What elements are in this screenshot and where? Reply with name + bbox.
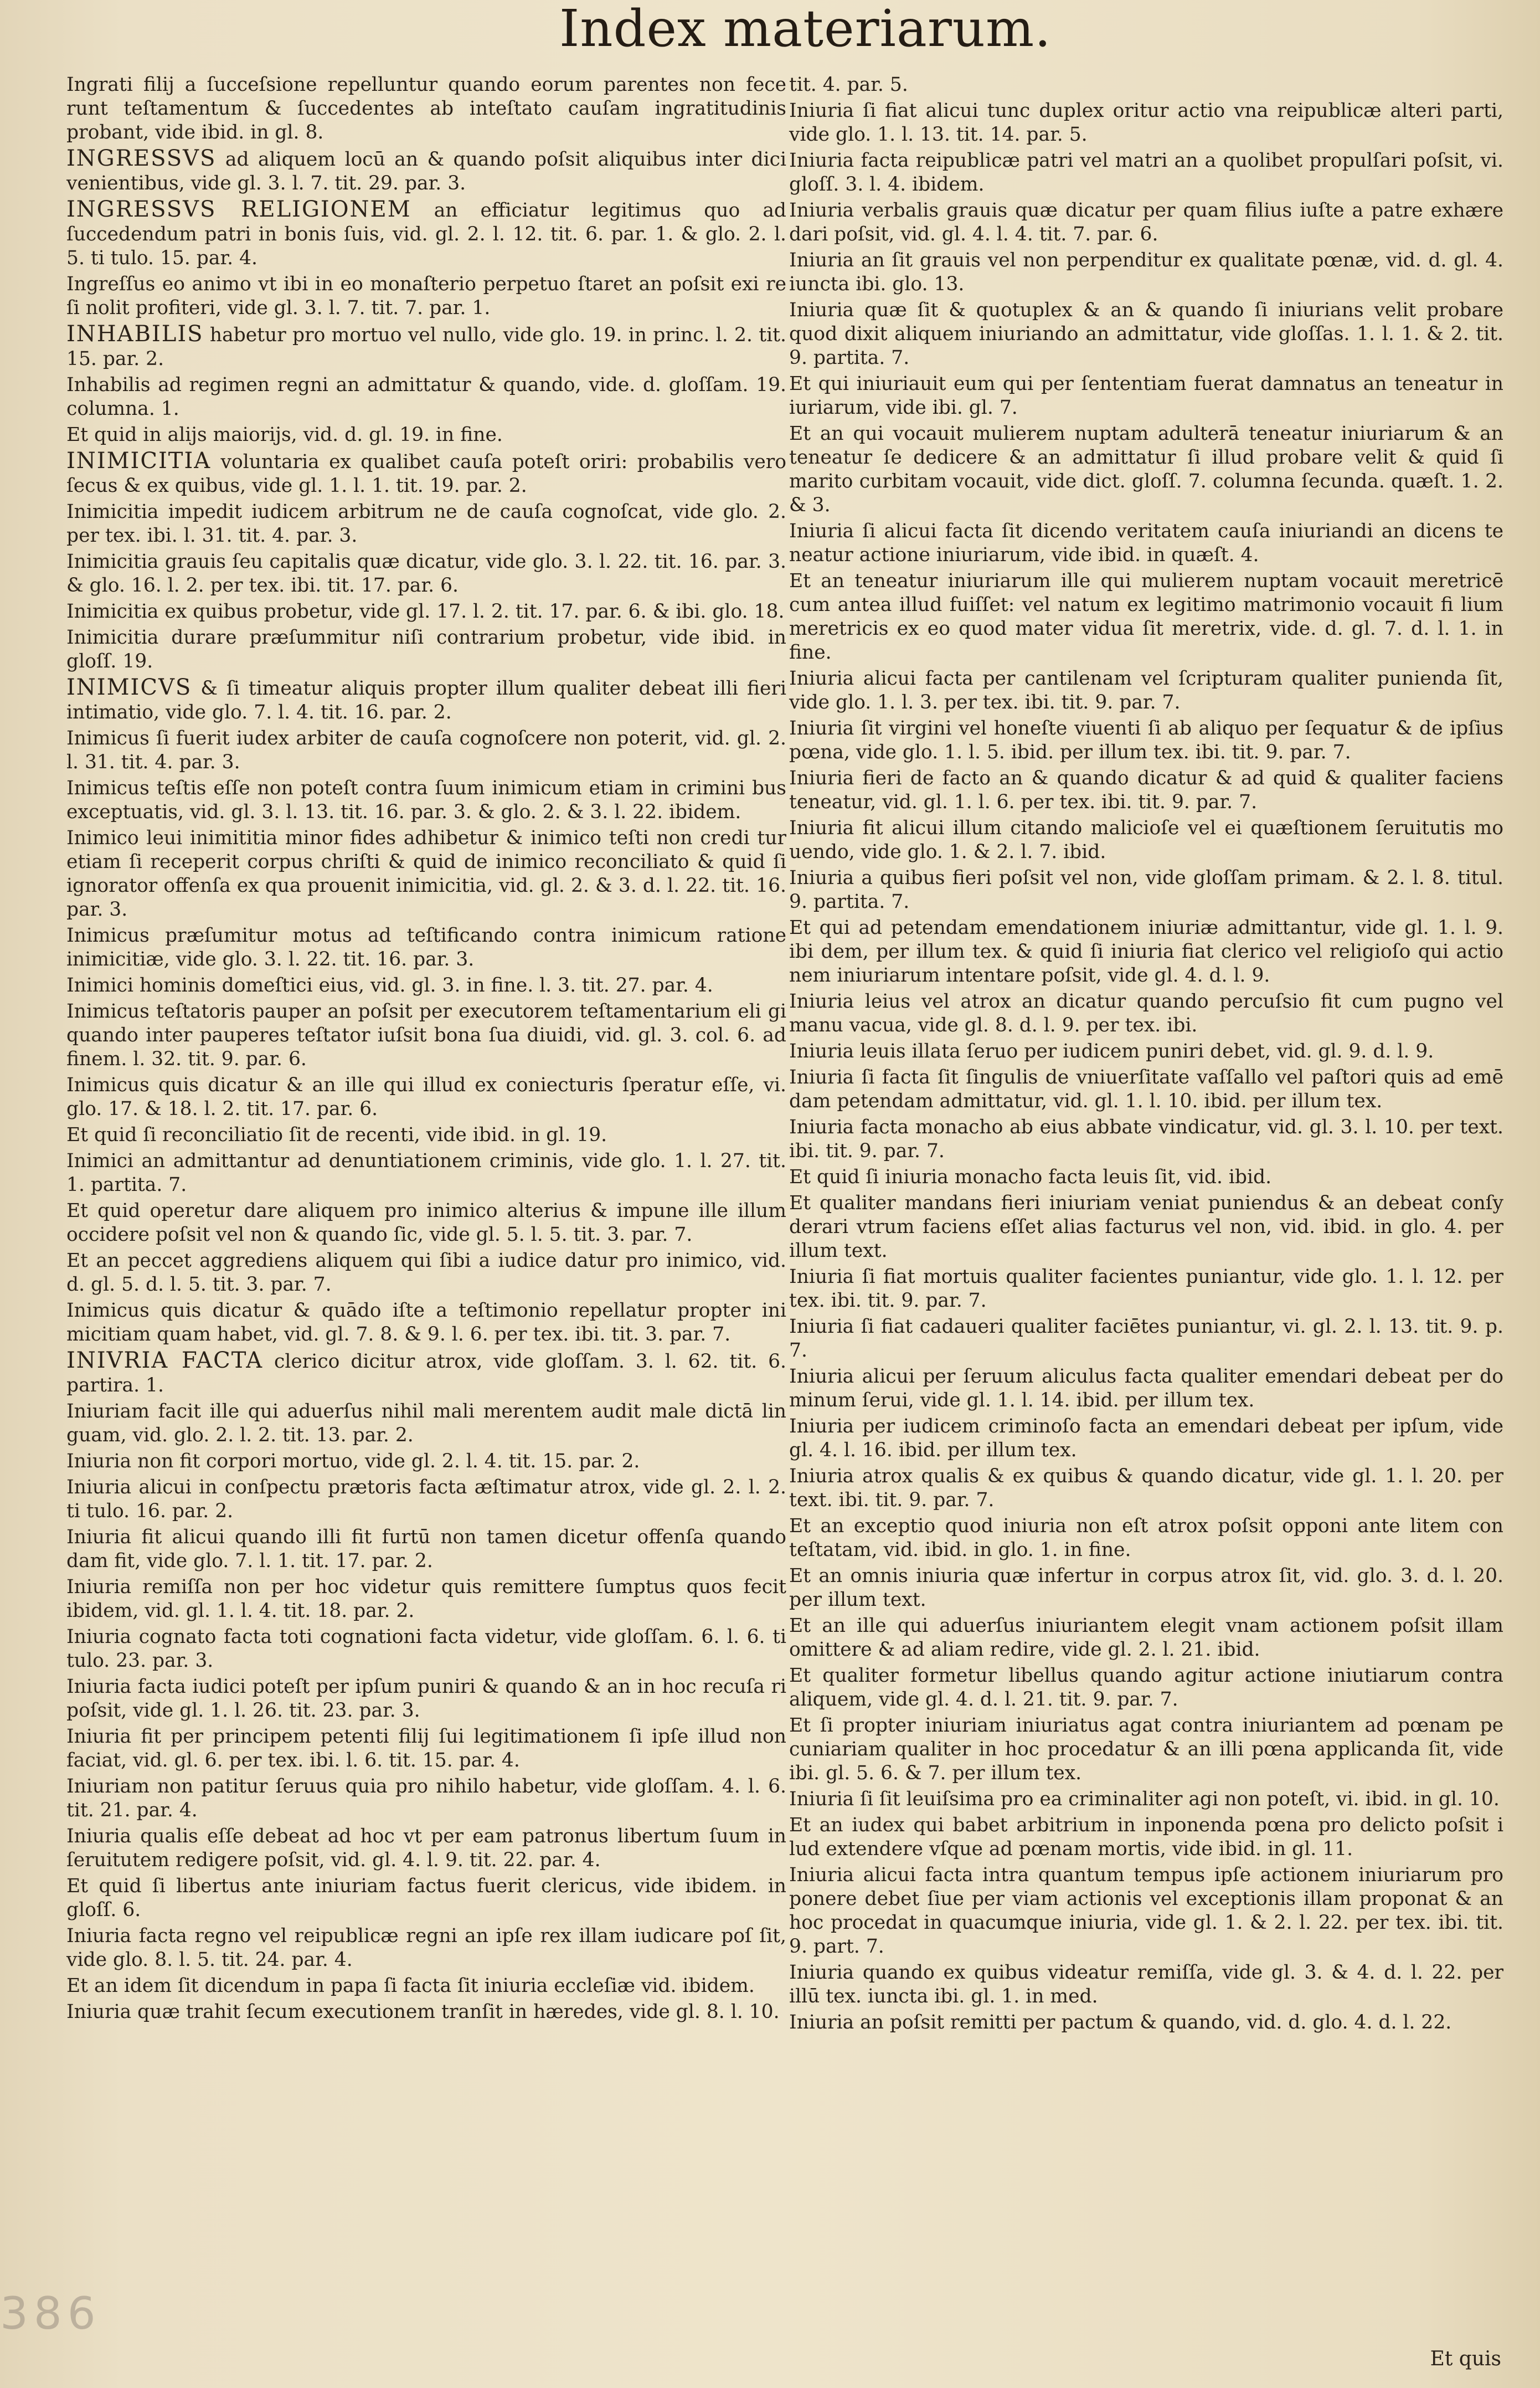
index-entry [789,1165,1503,1189]
entry-text: Iniuria alicui facta intra quantum tempus ipſe actionem iniuriarum pro ponere debet ſiue per viam actionis vel exceptionis illam proponat & an hoc procedat in quacumque iniuria, vide gl. 1. & 2. l. 22. per tex. ibi. tit. 9. part. 7. [789,1864,1503,1958]
index-entry [789,1564,1503,1612]
index-entry [789,1415,1503,1462]
entry-text: Iniuriam facit ille qui aduerſus nihil mali merentem audit male dictā lin guam, vid. glo. 2. l. 2. tit. 13. par. 2. [66,1400,786,1446]
entry-text: Iniuria fit alicui illum citando malicioſe vel ei quæſtionem ſeruitutis mo uendo, vide glo. 1. & 2. l. 7. ibid. [789,817,1503,863]
entry-text: Iniuria leius vel atrox an dicatur quando percuſsio fit cum pugno vel manu vacua, vide gl. 8. d. l. 9. per tex. ibi. [789,990,1503,1036]
entry-headword: INHABILIS [66,321,204,347]
index-entry [66,2000,786,2024]
index-entry [66,924,786,972]
index-entry [66,423,786,447]
entry-text: Inimicitia durare præſummitur niſi contrarium probetur, vide ibid. in gloſſ. 19. [66,626,786,672]
index-entry [789,1664,1503,1712]
index-entry [66,777,786,824]
index-entry [789,2011,1503,2035]
entry-text: Et quid ſi reconciliatio ſit de recenti, vide ibid. in gl. 19. [66,1124,607,1146]
index-entry [66,1875,786,1922]
index-entry [789,73,1503,97]
index-entry [789,1116,1503,1163]
left-column [66,73,786,2026]
entry-text: Iniuria fit per principem petenti filij ſui legitimationem ſi ipſe illud non faciat, vid. gl. 6. per tex. ibi. l. 6. tit. 15. par. 4. [66,1725,786,1771]
index-entry [66,1675,786,1723]
index-entry [66,1074,786,1121]
index-entry [789,1714,1503,1785]
entry-text: Et an ille qui aduerſus iniuriantem elegit vnam actionem poſsit illam omittere & ad aliam redire, vide gl. 2. l. 21. ibid. [789,1615,1503,1661]
entry-text: Inimicus quis dicatur & an ille qui illud ex coniecturis ſperatur eſſe, vi. glo. 17. & 18. l. 2. tit. 17. par. 6. [66,1074,786,1120]
entry-text: tit. 4. par. 5. [789,74,908,96]
index-entry [66,974,786,998]
index-entry [66,1476,786,1523]
entry-text: Iniuria ſi fiat mortuis qualiter facientes puniantur, vide glo. 1. l. 12. per tex. ibi. tit. 9. par. 7. [789,1266,1503,1312]
entry-text: Et qualiter formetur libellus quando agitur actione iniutiarum contra aliquem, vide gl. 4. d. l. 21. tit. 9. par. 7. [789,1665,1503,1711]
entry-text: Iniuria ſi fiat alicui tunc duplex oritur actio vna reipublicæ alteri parti, vide glo. 1. l. 13. tit. 14. par. 5. [789,100,1503,146]
index-entry [66,1825,786,1872]
entry-text: Iniuria ſi ſit leuiſsima pro ea criminaliter agi non poteſt, vi. ibid. in gl. 10. [789,1788,1500,1810]
entry-text: Iniuria facta monacho ab eius abbate vindicatur, vid. gl. 3. l. 10. per text. ibi. tit. 9. par. 7. [789,1116,1503,1162]
index-entry [66,1575,786,1623]
index-entry [789,199,1503,246]
entry-text: Et an qui vocauit mulierem nuptam adulterā teneatur iniuriarum & an teneatur ſe dedicere & an admittatur ſi illud probare velit & quid ſi marito curbitam vocauit, vide dict. gloſſ. 7. columna ſecunda. quæſt. 1. 2. & 3. [789,423,1503,516]
entry-text: Iniuria an poſsit remitti per pactum & quando, vid. d. glo. 4. d. l. 22. [789,2011,1452,2033]
index-entry [789,1365,1503,1413]
index-entry [66,147,786,196]
entry-text: Et an iudex qui babet arbitrium in inponenda pœna pro delicto poſsit i lud extendere vſque ad pœnam mortis, vide ibid. in gl. 11. [789,1814,1503,1860]
index-entry [789,1614,1503,1662]
entry-text: Iniuria leuis illata ſeruo per iudicem puniri debet, vid. gl. 9. d. l. 9. [789,1040,1434,1062]
page-title: Index materiarum. [559,0,1052,58]
entry-text: Inimicitia ex quibus probetur, vide gl. 17. l. 2. tit. 17. par. 6. & ibi. glo. 18. [66,600,785,623]
entry-text: Iniuria non fit corpori mortuo, vide gl. 2. l. 4. tit. 15. par. 2. [66,1450,640,1472]
entry-text: clerico dicitur atrox, vide gloſſam. 3. l. 62. tit. 6. partira. 1. [66,1350,786,1396]
index-entry [789,299,1503,370]
entry-text: Iniuria alicui in conſpectu prætoris facta æſtimatur atrox, vide gl. 2. l. 2. ti tulo. 16. par. 2. [66,1476,786,1522]
entry-headword: INIMICVS [66,675,192,700]
entry-text: Iniuria alicui per ſeruum aliculus facta qualiter emendari debeat per do minum ſerui, vide gl. 1. l. 14. ibid. per illum tex. [789,1365,1503,1411]
entry-text: Et quid ſi libertus ante iniuriam factus fuerit clericus, vide ibidem. in gloſſ. 6. [66,1875,786,1921]
entry-text: Iniuria ſi alicui facta ſit dicendo veritatem cauſa iniuriandi an dicens te neatur actione iniuriarum, vide ibid. in quæſt. 4. [789,520,1503,566]
entry-text: Ingrati filij a ſucceſsione repelluntur quando eorum parentes non fece runt teſtamentum & ſuccedentes ab inteſtato cauſam ingratitudinis probant, vide ibid. in gl. 8. [66,74,786,143]
index-entry [789,667,1503,715]
entry-text: Et an omnis iniuria quæ infertur in corpus atrox ſit, vid. glo. 3. d. l. 20. per illum text. [789,1565,1503,1611]
handwritten-page-number: 386 [0,2288,101,2339]
entry-text: Inimicitia impedit iudicem arbitrum ne de cauſa cognoſcat, vide glo. 2. per tex. ibi. l. 31. tit. 4. par. 3. [66,501,786,547]
entry-text: Inimicus præſumitur motus ad teſtificando contra inimicum ratione inimicitiæ, vide glo. 3. l. 22. tit. 16. par. 3. [66,925,786,970]
index-entry [789,1040,1503,1064]
index-entry [66,1400,786,1447]
index-entry [66,1775,786,1822]
index-entry [66,500,786,548]
entry-text: Iniuria fieri de facto an & quando dicatur & ad quid & qualiter faciens teneatur, vid. gl. 1. l. 6. per tex. ibi. tit. 9. par. 7. [789,767,1503,813]
entry-headword: INGRESSVS [66,146,217,171]
entry-text: Inimicitia grauis ſeu capitalis quæ dicatur, vide glo. 3. l. 22. tit. 16. par. 3. & glo. 16. l. 2. per tex. ibi. tit. 17. par. 6. [66,551,786,597]
entry-text: Ingreſſus eo animo vt ibi in eo monaſterio perpetuo ſtaret an poſsit exi re ſi nolit profiteri, vide gl. 3. l. 7. tit. 7. par. 1. [66,273,786,319]
entry-text: Inimici hominis domeſtici eius, vid. gl. 3. in fine. l. 3. tit. 27. par. 4. [66,974,713,997]
index-entry [66,600,786,624]
index-entry [789,1961,1503,2009]
index-entry [66,1199,786,1247]
entry-text: Iniuria an ſit grauis vel non perpenditur ex qualitate pœnæ, vid. d. gl. 4. iuncta ibi. glo. 13. [789,249,1503,295]
index-entry [66,1149,786,1197]
entry-text: Inimicus teſtatoris pauper an poſsit per executorem teſtamentarium eli gi quando inter pauperes teſtator iuſsit bona ſua diuidi, vid. gl. 3. col. 6. ad finem. l. 32. tit. 9. par. 6. [66,1000,786,1070]
index-entry [789,1514,1503,1562]
entry-text: Inimici an admittantur ad denuntiationem criminis, vide glo. 1. l. 27. tit. 1. partita. 7. [66,1150,786,1196]
index-entry [66,676,786,725]
entry-text: Inimico leui inimititia minor fides adhibetur & inimico teſti non credi tur etiam ſi receperit corpus chriſti & quid de inimico reconciliato & quid ſi ignorator offenſa ex qua prouenit inimicitia, vid. gl. 2. & 3. d. l. 22. tit. 16. par. 3. [66,827,786,921]
entry-text: ad aliquem locū an & quando poſsit aliquibus inter dici venientibus, vide gl. 3. l. 7. tit. 29. par. 3. [66,148,786,194]
entry-text: Iniuria quæ trahit ſecum executionem tranſit in hæredes, vide gl. 8. l. 10. [66,2001,780,2023]
index-entry [789,249,1503,296]
index-entry [789,1315,1503,1363]
entry-text: Et qualiter mandans fieri iniuriam veniat puniendus & an debeat conſy derari vtrum faciens eſſet alias facturus vel non, vid. ibid. in glo. 4. per illum text. [789,1192,1503,1262]
entry-text: Et ſi propter iniuriam iniuriatus agat contra iniuriantem ad pœnam pe cuniariam qualiter in hoc procedatur & an illi pœna applicanda ſit, vide ibi. gl. 5. 6. & 7. per illum tex. [789,1714,1503,1784]
index-entry [66,1924,786,1972]
index-entry [66,322,786,371]
index-entry [789,816,1503,864]
index-entry [66,550,786,598]
catchword: Et quis [1430,2348,1501,2370]
index-entry [66,1349,786,1398]
index-entry [66,198,786,270]
index-entry [66,1299,786,1347]
index-entry [789,422,1503,517]
entry-headword: INGRESSVS RELIGIONEM [66,197,411,222]
entry-text: Iniuria remiſſa non per hoc videtur quis remittere ſumptus quos fecit ibidem, vid. gl. 1. l. 4. tit. 18. par. 2. [66,1576,786,1622]
entry-text: Iniuria cognato facta toti cognationi facta videtur, vide gloſſam. 6. l. 6. ti tulo. 23. par. 3. [66,1626,786,1672]
index-entry [66,1725,786,1773]
entry-text: Et an idem ſit dicendum in papa ſi facta ſit iniuria eccleſiæ vid. ibidem. [66,1975,755,1997]
entry-text: Inimicus teſtis eſſe non poteſt contra ſuum inimicum etiam in crimini bus exceptuatis, vid. gl. 3. l. 13. tit. 16. par. 3. & glo. 2. & 3. l. 22. ibidem. [66,777,786,823]
index-entry [66,826,786,922]
entry-text: Iniuria qualis eſſe debeat ad hoc vt per eam patronus libertum ſuum in ſeruitutem redigere poſsit, vid. gl. 4. l. 9. tit. 22. par. 4. [66,1825,786,1871]
entry-text: Inimicus quis dicatur & quādo iſte a teſtimonio repellatur propter ini micitiam quam habet, vid. gl. 7. 8. & 9. l. 6. per tex. ibi. tit. 3. par. 7. [66,1300,786,1346]
entry-text: & ſi timeatur aliquis propter illum qualiter debeat illi fieri intimatio, vide glo. 7. l. 4. tit. 16. par. 2. [66,677,786,723]
entry-text: Iniuria facta reipublicæ patri vel matri an a quolibet propulſari poſsit, vi. gloſſ. 3. l. 4. ibidem. [789,150,1503,196]
entry-text: Iniuria quando ex quibus videatur remiſſa, vide gl. 3. & 4. d. l. 22. per illū tex. iuncta ibi. gl. 1. in med. [789,1961,1503,2007]
entry-text: Et qui iniuriauit eum qui per ſententiam fuerat damnatus an teneatur in iuriarum, vide ibi. gl. 7. [789,373,1503,419]
index-entry [789,1192,1503,1263]
entry-text: Iniuria a quibus fieri poſsit vel non, vide gloſſam primam. & 2. l. 8. titul. 9. partita. 7. [789,867,1503,913]
index-entry [789,1788,1503,1811]
entry-headword: INIMICITIA [66,448,212,474]
entry-text: habetur pro mortuo vel nullo, vide glo. 19. in princ. l. 2. tit. 15. par. 2. [66,324,786,370]
entry-text: Et an teneatur iniuriarum ille qui mulierem nuptam vocauit meretricē cum antea illud fuiſſet: vel natum ex legitimo matrimonio vocauit fi lium meretricis ex eo quod mater vidua ſit meretrix, vide. d. gl. 7. d. l. 1. in fine. [789,570,1503,664]
entry-text: Iniuria ſit virgini vel honeſte viuenti ſi ab aliquo per ſequatur & de ipſius pœna, vide glo. 1. l. 5. ibid. per illum tex. ibi. tit. 9. par. 7. [789,717,1503,763]
index-entry [66,1450,786,1473]
entry-text: Iniuriam non patitur ſeruus quia pro nihilo habetur, vide gloſſam. 4. l. 6. tit. 21. par. 4. [66,1775,786,1821]
entry-text: Iniuria alicui facta per cantilenam vel ſcripturam qualiter punienda ſit, vide glo. 1. l. 3. per tex. ibi. tit. 9. par. 7. [789,667,1503,713]
entry-text: Et an peccet aggrediens aliquem qui ſibi a iudice datur pro inimico, vid. d. gl. 5. d. l. 5. tit. 3. par. 7. [66,1250,786,1296]
index-entry [66,373,786,421]
entry-text: Iniuria ſi fiat cadaueri qualiter faciētes puniantur, vi. gl. 2. l. 13. tit. 9. p. 7. [789,1316,1503,1362]
index-entry [66,1249,786,1297]
index-entry [66,1526,786,1573]
entry-text: Et an exceptio quod iniuria non eſt atrox poſsit opponi ante litem con teſtatam, vid. ibid. in glo. 1. in fine. [789,1515,1503,1561]
entry-text: Et quid in alijs maiorijs, vid. d. gl. 19. in fine. [66,424,503,446]
entry-text: Iniuria fit alicui quando illi fit furtū non tamen dicetur offenſa quando dam fit, vide glo. 7. l. 1. tit. 17. par. 2. [66,1526,786,1572]
index-entry [789,569,1503,665]
entry-text: Iniuria atrox qualis & ex quibus & quando dicatur, vide gl. 1. l. 20. per text. ibi. tit. 9. par. 7. [789,1465,1503,1511]
index-entry [66,73,786,145]
index-entry [789,990,1503,1038]
entry-text: an efficiatur legitimus quo ad ſuccedendum patri in bonis ſuis, vid. gl. 2. l. 12. tit. 6. par. 1. & glo. 2. l. 5. ti tulo. 15. par. 4. [66,199,787,269]
entry-text: Et qui ad petendam emendationem iniuriæ admittantur, vide gl. 1. l. 9. ibi dem, per illum tex. & quid ſi iniuria fiat clerico vel religioſo qui actio nem iniuriarum intentare poſsit, vide gl. 4. d. l. 9. [789,917,1503,987]
entry-text: Iniuria quæ ſit & quotuplex & an & quando ſi iniurians velit probare quod dixit aliquem iniuriando an admittatur, vide gloſſas. 1. l. 1. & 2. tit. 9. partita. 7. [789,299,1503,369]
entry-text: Iniuria facta iudici poteſt per ipſum puniri & quando & an in hoc recuſa ri poſsit, vide gl. 1. l. 26. tit. 23. par. 3. [66,1676,786,1722]
index-entry [66,1123,786,1147]
index-entry [789,866,1503,914]
index-entry [789,1863,1503,1959]
index-entry [66,727,786,774]
index-entry [66,449,786,498]
index-entry [789,1465,1503,1512]
entry-text: voluntaria ex qualibet cauſa poteſt oriri: probabilis vero ſecus & ex quibus, vide gl. 1. l. 1. tit. 19. par. 2. [66,451,786,497]
index-entry [789,916,1503,988]
right-column [789,73,1503,2037]
index-entry [789,1265,1503,1313]
index-entry [66,626,786,674]
entry-text: Inhabilis ad regimen regni an admittatur & quando, vide. d. gloſſam. 19. columna. 1. [66,374,786,420]
index-entry [789,767,1503,814]
index-entry [789,99,1503,147]
index-entry [66,1625,786,1673]
index-entry [66,1974,786,1998]
entry-text: Iniuria per iudicem criminoſo facta an emendari debeat per ipſum, vide gl. 4. l. 16. ibid. per illum tex. [789,1415,1503,1461]
entry-headword: INIVRIA FACTA [66,1348,264,1373]
index-entry [66,273,786,320]
index-entry [789,1814,1503,1861]
entry-text: Iniuria verbalis grauis quæ dicatur per quam filius iuſte a patre exhære dari poſsit, vid. gl. 4. l. 4. tit. 7. par. 6. [789,199,1503,245]
entry-text: Et quid ſi iniuria monacho facta leuis ſit, vid. ibid. [789,1166,1272,1188]
index-entry [789,717,1503,764]
index-entry [789,1066,1503,1113]
entry-text: Et quid operetur dare aliquem pro inimico alterius & impune ille illum occidere poſsit vel non & quando ſic, vide gl. 5. l. 5. tit. 3. par. 7. [66,1200,786,1246]
entry-text: Inimicus ſi fuerit iudex arbiter de cauſa cognoſcere non poterit, vid. gl. 2. l. 31. tit. 4. par. 3. [66,727,786,773]
entry-text: Iniuria ſi facta ſit ſingulis de vniuerſitate vaſſallo vel paſtori quis ad emē dam petendam admittatur, vid. gl. 1. l. 10. ibid. per illum tex. [789,1066,1503,1112]
index-entry [789,149,1503,197]
index-entry [789,520,1503,567]
index-entry [789,372,1503,420]
entry-text: Iniuria facta regno vel reipublicæ regni an ipſe rex illam iudicare poſ ſit, vide glo. 8. l. 5. tit. 24. par. 4. [66,1925,786,1971]
index-entry [66,1000,786,1071]
